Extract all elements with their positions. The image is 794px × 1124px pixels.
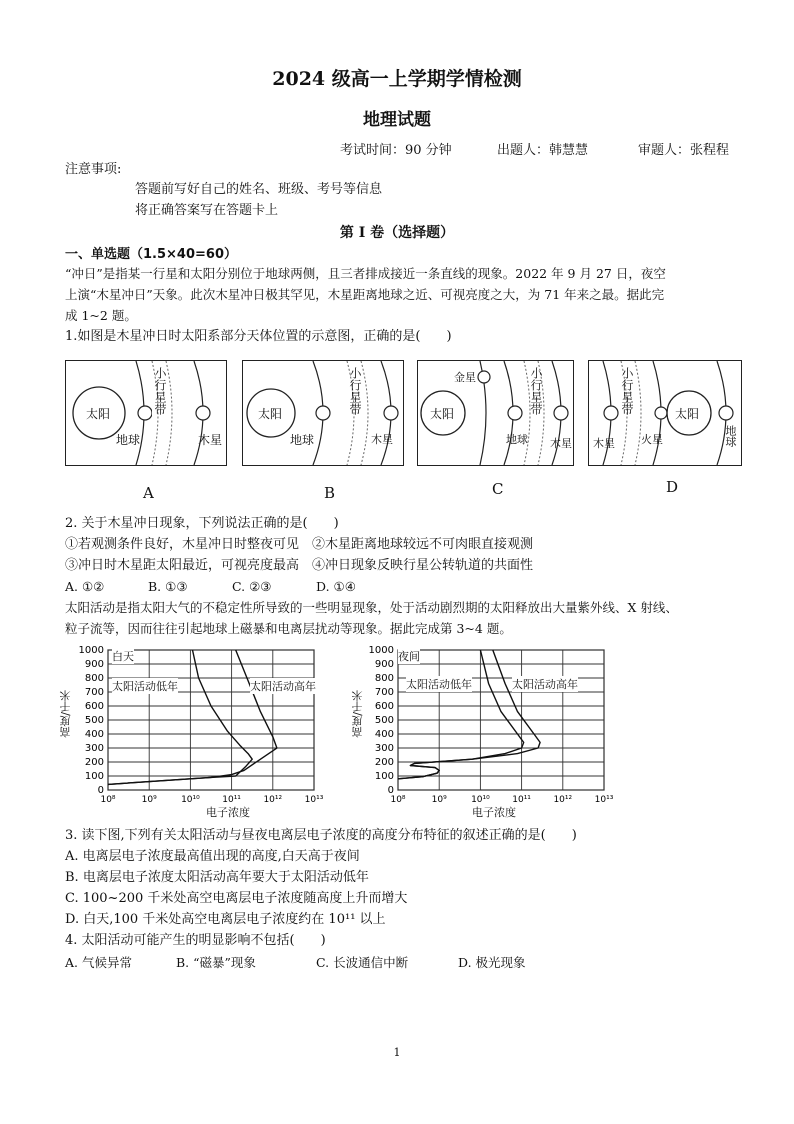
jupiter-label: 木星: [198, 433, 223, 447]
y-tick-label: 1000: [78, 645, 104, 656]
passage2-line: 太阳活动是指太阳大气的不稳定性所导致的一些明显现象，处于活动剧烈期的太阳释放出大量紫外线、X 射线、: [65, 600, 678, 615]
q4-option: C. 长波通信中断: [316, 955, 409, 970]
sun-label: 太阳: [258, 407, 283, 421]
mars-label: 火星: [641, 433, 663, 446]
reviewer: 审题人：张程程: [638, 143, 730, 158]
belt-label: 小行星带: [153, 367, 167, 415]
belt-label: 小行星带: [529, 367, 543, 415]
x-tick-label: 10⁹: [431, 795, 447, 805]
chart-title: 夜间: [398, 650, 420, 663]
y-tick-label: 400: [84, 729, 104, 740]
legend-low: 太阳活动低年: [112, 680, 178, 693]
q2-option: D. ①④: [316, 579, 356, 594]
y-tick-label: 100: [84, 771, 104, 782]
x-tick-label: 10¹²: [553, 795, 573, 805]
earth-label: 地球: [116, 433, 141, 447]
x-tick-label: 10⁸: [100, 795, 116, 805]
exam-title: 2024 级高一上学期学情检测: [272, 68, 522, 90]
q2-option: A. ①②: [65, 579, 105, 594]
y-axis-label: 高度/千米: [59, 690, 72, 738]
legend-high: 太阳活动高年: [250, 680, 316, 693]
y-tick-label: 100: [374, 771, 394, 782]
y-tick-label: 200: [374, 757, 394, 768]
x-axis-label: 电子浓度: [472, 806, 516, 819]
q4-option: D. 极光现象: [458, 955, 526, 970]
option-label: B: [324, 484, 336, 502]
q2-statement: ③冲日时木星距太阳最近，可视亮度最高 ④冲日现象反映行星公转轨道的共面性: [65, 558, 534, 573]
y-tick-label: 0: [387, 785, 394, 796]
note-item: 答题前写好自己的姓名、班级、考号等信息: [135, 182, 383, 197]
exam-subtitle: 地理试题: [363, 110, 431, 130]
passage2-line: 粒子流等，因而往往引起地球上磁暴和电离层扰动等现象。据此完成第 3~4 题。: [65, 621, 512, 636]
diagram-c: [417, 360, 574, 466]
y-tick-label: 200: [84, 757, 104, 768]
chart-day: [60, 642, 330, 822]
y-tick-label: 700: [84, 687, 104, 698]
earth-label: 地球: [290, 433, 315, 447]
x-tick-label: 10¹⁰: [181, 795, 200, 805]
option-label: D: [666, 478, 679, 496]
y-tick-label: 400: [374, 729, 394, 740]
q3-option: B. 电离层电子浓度太阳活动高年要大于太阳活动低年: [65, 870, 369, 885]
x-tick-label: 10¹⁰: [471, 795, 490, 805]
question-3: 3. 读下图,下列有关太阳活动与昼夜电离层电子浓度的高度分布特征的叙述正确的是( ): [65, 828, 577, 843]
question-2: 2. 关于木星冲日现象，下列说法正确的是( ): [65, 516, 339, 531]
legend-high: 太阳活动高年: [512, 678, 578, 691]
page-number: 1: [393, 1046, 401, 1059]
diagram-d: [588, 360, 742, 466]
x-tick-label: 10⁹: [141, 795, 157, 805]
y-tick-label: 900: [84, 659, 104, 670]
diagram-a: [65, 360, 227, 466]
q3-option: D. 白天,100 千米处高空电离层电子浓度约在 10¹¹ 以上: [65, 912, 386, 927]
belt-label: 小行星带: [348, 367, 362, 415]
x-tick-label: 10⁸: [390, 795, 406, 805]
q3-option: C. 100~200 千米处高空电离层电子浓度随高度上升而增大: [65, 891, 408, 906]
note-item: 将正确答案写在答题卡上: [135, 203, 279, 218]
y-tick-label: 300: [84, 743, 104, 754]
chart-night: [350, 642, 620, 822]
x-tick-label: 10¹³: [304, 795, 324, 805]
y-tick-label: 1000: [368, 645, 394, 656]
notes-heading: 注意事项:: [65, 162, 122, 177]
legend-low: 太阳活动低年: [406, 678, 472, 691]
q2-statement: ①若观测条件良好，木星冲日时整夜可见 ②木星距离地球较远不可肉眼直接观测: [65, 537, 534, 552]
sun-label: 太阳: [675, 407, 700, 421]
section-heading: 一、单选题（1.5×40=60）: [65, 247, 237, 262]
exam-time: 考试时间：90 分钟: [340, 143, 452, 158]
sun-label: 太阳: [86, 407, 111, 421]
jupiter-label: 木星: [593, 437, 615, 450]
passage1-line: 上演“木星冲日”天象。此次木星冲日极其罕见，木星距离地球之近、可视亮度之大，为 71 年来之最。据此完: [65, 287, 665, 302]
q4-option: A. 气候异常: [65, 955, 132, 970]
sun-label: 太阳: [430, 407, 455, 421]
q3-option: A. 电离层电子浓度最高值出现的高度,白天高于夜间: [65, 849, 360, 864]
earth-label: 地球: [506, 433, 528, 446]
question-1: 1.如图是木星冲日时太阳系部分天体位置的示意图，正确的是( ): [65, 329, 452, 344]
y-tick-label: 500: [374, 715, 394, 726]
passage1-line: “冲日”是指某一行星和太阳分别位于地球两侧，且三者排成接近一条直线的现象。2022 年 9 月 27 日，夜空: [65, 266, 666, 281]
x-tick-label: 10¹²: [263, 795, 283, 805]
jupiter-label: 木星: [371, 433, 393, 446]
option-label: C: [492, 480, 504, 498]
x-tick-label: 10¹¹: [222, 795, 241, 805]
earth-label: 地球: [724, 425, 737, 447]
x-axis-label: 电子浓度: [206, 806, 250, 819]
belt-label: 小行星带: [620, 367, 634, 415]
q2-option: B. ①③: [148, 579, 188, 594]
question-4: 4. 太阳活动可能产生的明显影响不包括( ): [65, 933, 326, 948]
x-tick-label: 10¹³: [594, 795, 614, 805]
part1-title: 第 I 卷（选择题）: [339, 225, 455, 241]
diagram-b: [242, 360, 404, 466]
jupiter-label: 木星: [550, 437, 572, 450]
option-label: A: [143, 484, 154, 502]
passage1-line: 成 1~2 题。: [65, 308, 137, 323]
y-tick-label: 600: [84, 701, 104, 712]
y-tick-label: 300: [374, 743, 394, 754]
author: 出题人：韩慧慧: [497, 143, 589, 158]
venus-label: 金星: [454, 371, 476, 384]
x-tick-label: 10¹¹: [512, 795, 531, 805]
chart-title: 白天: [112, 650, 134, 663]
y-tick-label: 800: [84, 673, 104, 684]
y-tick-label: 900: [374, 659, 394, 670]
q2-option: C. ②③: [232, 579, 272, 594]
y-tick-label: 0: [97, 785, 104, 796]
y-tick-label: 500: [84, 715, 104, 726]
y-tick-label: 700: [374, 687, 394, 698]
y-axis-label: 高度/千米: [351, 690, 364, 738]
y-tick-label: 600: [374, 701, 394, 712]
q4-option: B. “磁暴”现象: [176, 955, 256, 970]
y-tick-label: 800: [374, 673, 394, 684]
